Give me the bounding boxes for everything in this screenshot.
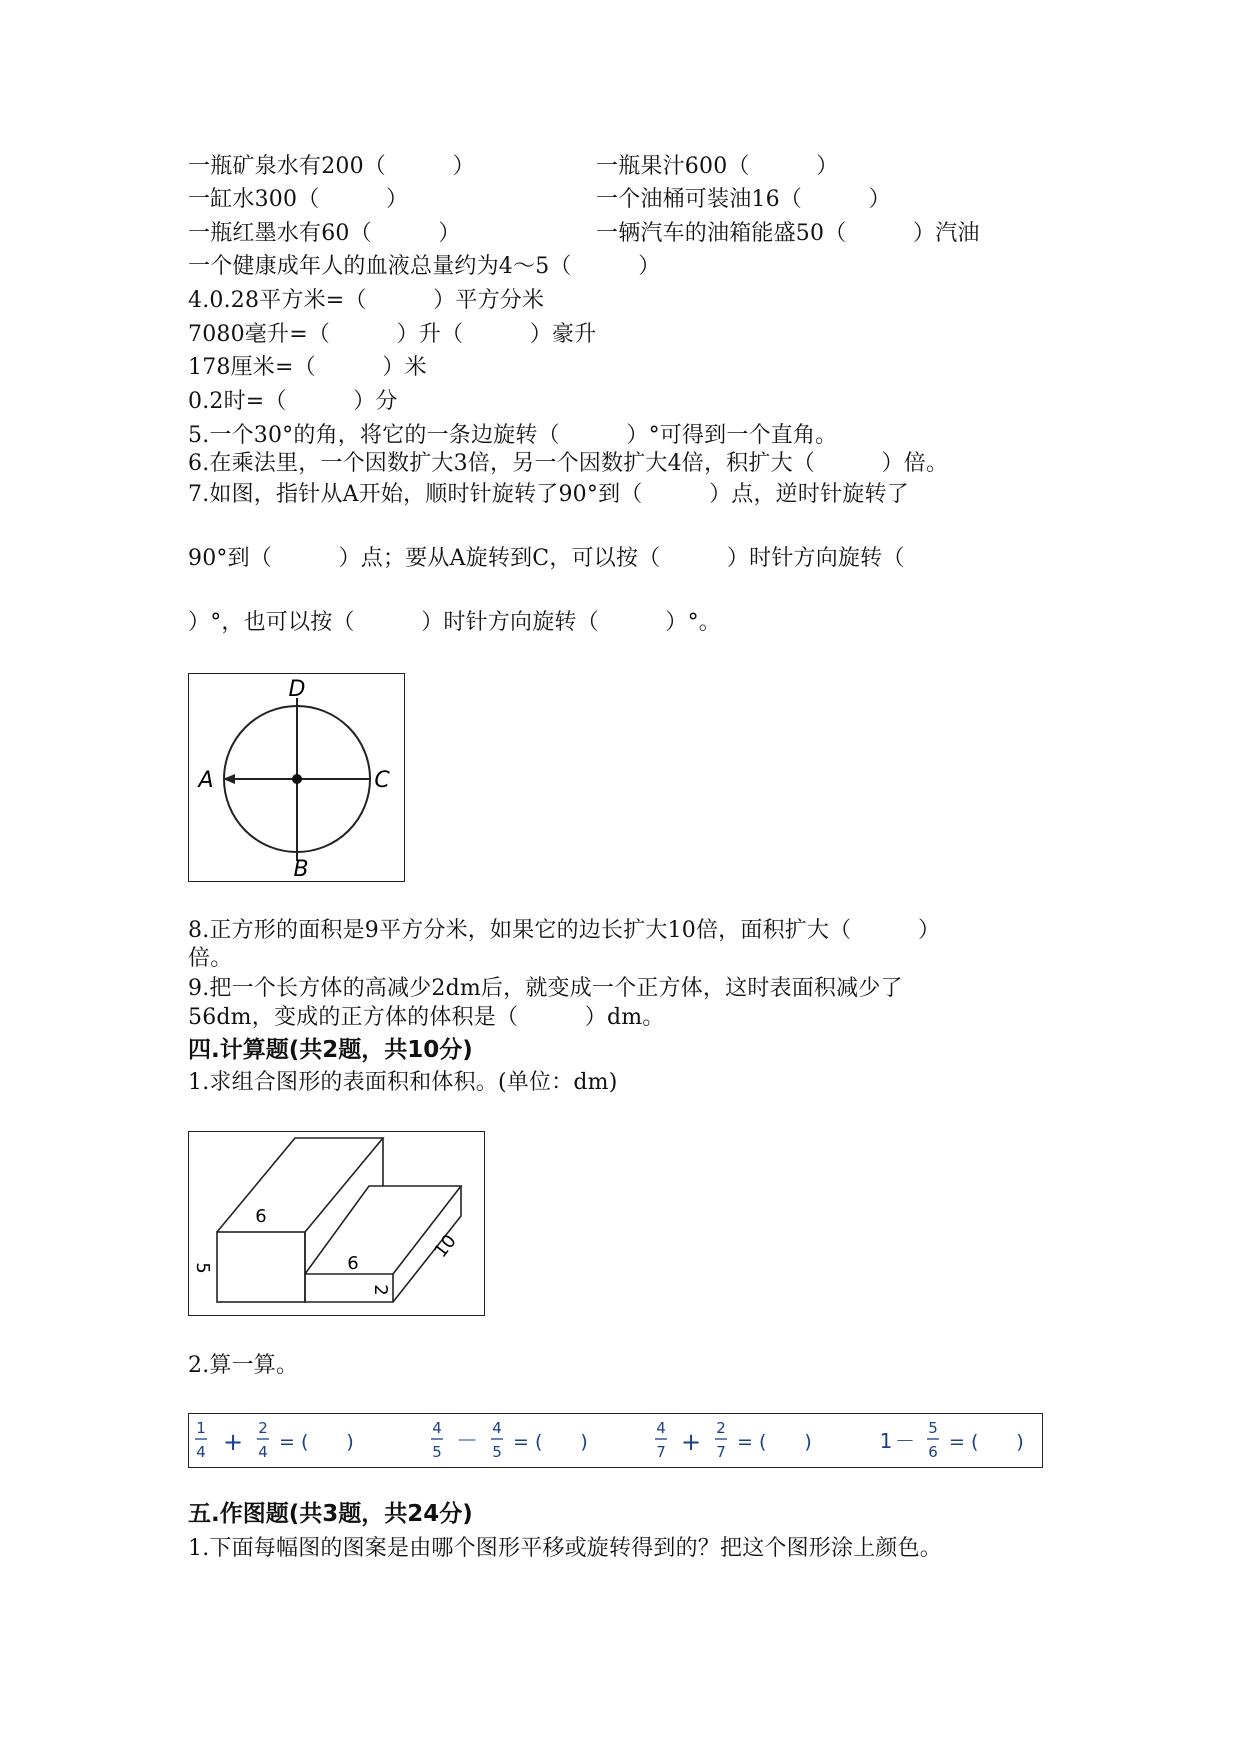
eq3-a-den: 7 — [656, 1443, 666, 1461]
label-top-width: 6 — [255, 1206, 267, 1227]
section5-heading: 五.作图题(共3题，共24分) — [188, 1501, 473, 1527]
q4-line3: 178厘米=（ ）米 — [188, 355, 427, 380]
s4-q1: 1.求组合图形的表面积和体积。(单位：dm) — [188, 1070, 618, 1095]
row2-right: 一个油桶可装油16（ ） — [596, 187, 891, 212]
eq3-b-den: 7 — [716, 1443, 726, 1461]
clock-diagram — [189, 674, 403, 880]
eq2-b-num: 4 — [492, 1419, 502, 1437]
row1-left: 一瓶矿泉水有200（ ） — [188, 154, 475, 179]
eq2-b-den: 5 — [492, 1443, 502, 1461]
row2-left: 一缸水300（ ） — [188, 187, 409, 212]
q4-line4: 0.2时=（ ）分 — [188, 389, 398, 414]
equations-row — [189, 1414, 1041, 1466]
section4-heading: 四.计算题(共2题，共10分) — [188, 1037, 473, 1063]
center-dot — [292, 774, 302, 784]
s4-q2: 2.算一算。 — [188, 1353, 299, 1378]
eq1-a-num: 1 — [196, 1419, 206, 1437]
eq1-op: + — [222, 1428, 244, 1456]
eq1-tail: = ( ) — [279, 1431, 354, 1453]
label-left: A — [198, 768, 214, 793]
q6: 6.在乘法里，一个因数扩大3倍，另一个因数扩大4倍，积扩大（ ）倍。 — [188, 451, 949, 476]
eq2-a-num: 4 — [432, 1419, 442, 1437]
q8-line1: 8.正方形的面积是9平方分米，如果它的边长扩大10倍，面积扩大（ ） — [188, 918, 941, 943]
eq1-a-den: 4 — [196, 1443, 206, 1461]
eq2-op: － — [455, 1429, 479, 1454]
eq4-b-num: 5 — [928, 1419, 938, 1437]
label-step-width: 6 — [347, 1253, 359, 1274]
eq3-op: + — [680, 1428, 702, 1456]
eq3-tail: = ( ) — [737, 1431, 812, 1453]
q7-line1: 7.如图，指针从A开始，顺时针旋转了90°到（ ）点，逆时针旋转了 — [188, 482, 909, 507]
solid-figure — [188, 1131, 485, 1316]
eq4-tail: = ( ) — [949, 1431, 1024, 1453]
q8-line2: 倍。 — [188, 946, 233, 971]
q7-line3: ）°，也可以按（ ）时针方向旋转（ ）°。 — [188, 610, 722, 635]
tall-top-face — [217, 1138, 383, 1232]
eq2-tail: = ( ) — [513, 1431, 588, 1453]
eq1-b-num: 2 — [258, 1419, 268, 1437]
row3-left: 一瓶红墨水有60（ ） — [188, 221, 461, 246]
row1-right: 一瓶果汁600（ ） — [596, 154, 839, 179]
row3-right: 一辆汽车的油箱能盛50（ ）汽油 — [596, 221, 980, 246]
q4-line1: 4.0.28平方米=（ ）平方分米 — [188, 288, 545, 313]
label-right: C — [374, 768, 390, 793]
eq3-b-num: 2 — [716, 1419, 726, 1437]
s5-q1: 1.下面每幅图的图案是由哪个图形平移或旋转得到的？把这个图形涂上颜色。 — [188, 1536, 942, 1561]
eq1-b-den: 4 — [258, 1443, 268, 1461]
row4: 一个健康成年人的血液总量约为4～5（ ） — [188, 254, 661, 279]
tall-front-face — [217, 1232, 305, 1302]
eq3-a-num: 4 — [656, 1419, 666, 1437]
q5: 5.一个30°的角，将它的一条边旋转（ ）°可得到一个直角。 — [188, 423, 838, 448]
clock-figure — [188, 673, 405, 882]
q7-line2: 90°到（ ）点；要从A旋转到C，可以按（ ）时针方向旋转（ — [188, 546, 905, 571]
label-depth: 10 — [430, 1230, 461, 1262]
eq4-b-den: 6 — [928, 1443, 938, 1461]
label-top: D — [288, 677, 306, 702]
label-step-height: 2 — [370, 1284, 391, 1296]
label-left-height: 5 — [192, 1262, 213, 1274]
eq4-op: － — [895, 1429, 915, 1453]
composite-solid-diagram — [189, 1132, 483, 1314]
eq2-a-den: 5 — [432, 1443, 442, 1461]
label-bottom: B — [293, 857, 309, 880]
q4-line2: 7080毫升=（ ）升（ ）豪升 — [188, 322, 597, 347]
equations-box — [188, 1413, 1043, 1468]
step-top-face — [305, 1186, 461, 1274]
q9-line1: 9.把一个长方体的高减少2dm后，就变成一个正方体，这时表面积减少了 — [188, 976, 903, 1001]
eq4-whole: 1 — [879, 1429, 893, 1453]
q9-line2: 56dm，变成的正方体的体积是（ ）dm。 — [188, 1005, 665, 1030]
